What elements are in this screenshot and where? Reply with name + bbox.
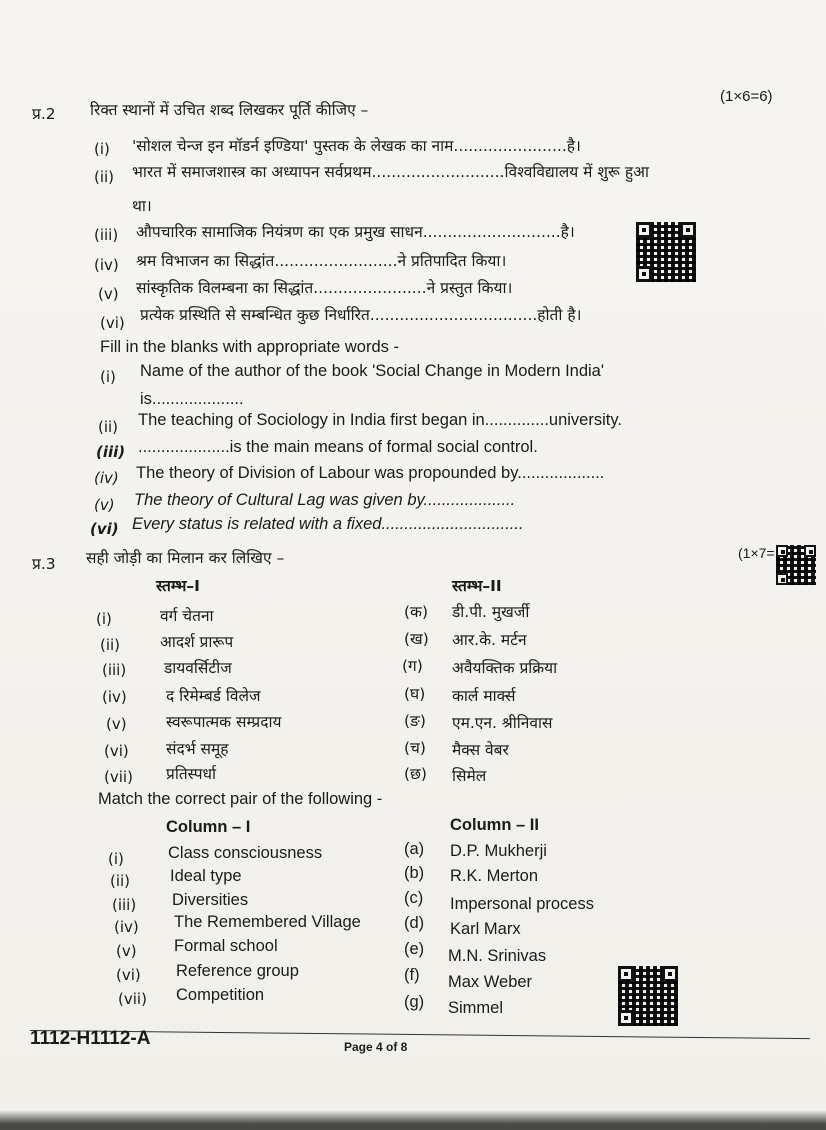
- column-2-cell: आर.के. मर्टन: [452, 631, 527, 649]
- column-1-cell: वर्ग चेतना: [160, 607, 214, 625]
- column-2-cell: सिमेल: [452, 767, 487, 785]
- row-num: (vii): [118, 990, 147, 1008]
- q2-hi-item-text: 'सोशल चेन्ज इन मॉडर्न इण्डिया' पुस्तक के लेखक का नाम.......................है।: [132, 137, 581, 155]
- row-key: (ग): [402, 657, 423, 675]
- column-1-cell: Class consciousness: [168, 844, 323, 862]
- row-num: (ii): [110, 872, 131, 890]
- q3-col1-hindi: स्तम्भ–I: [156, 577, 200, 595]
- row-key: (d): [404, 914, 425, 932]
- q2-hi-item-text: श्रम विभाजन का सिद्धांत.........................ने प्रतिपादित किया।: [136, 252, 507, 270]
- column-1-cell: प्रतिस्पर्धा: [166, 765, 217, 783]
- page-number: Page 4 of 8: [344, 1040, 408, 1054]
- q2-en-item-num: (ii): [98, 418, 119, 436]
- row-num: (v): [106, 715, 127, 733]
- row-key: (ख): [404, 630, 429, 648]
- column-2-cell: अवैयक्तिक प्रक्रिया: [452, 659, 558, 677]
- q2-hi-item-num: (ii): [94, 168, 115, 186]
- q2-en-item-text: The theory of Cultural Lag was given by....................: [134, 491, 516, 509]
- row-num: (iii): [102, 661, 127, 679]
- column-1-cell: Competition: [176, 986, 265, 1004]
- column-1-cell: द रिमेम्बर्ड विलेज: [166, 687, 261, 705]
- column-1-cell: आदर्श प्रारूप: [160, 633, 234, 651]
- column-1-cell: संदर्भ समूह: [166, 740, 229, 758]
- q2-hi-item-num: (v): [98, 285, 119, 303]
- row-key: (e): [404, 940, 425, 958]
- row-key: (घ): [404, 685, 426, 703]
- q3-marks: (1×7=: [738, 545, 775, 561]
- q2-hi-item-num: (vi): [100, 314, 125, 332]
- row-num: (i): [108, 850, 124, 868]
- paper-code: 1112-H1112-A: [30, 1028, 151, 1049]
- column-1-cell: Reference group: [176, 962, 299, 980]
- row-num: (iii): [112, 896, 137, 914]
- row-key: (f): [404, 966, 420, 984]
- q2-heading-english: Fill in the blanks with appropriate words -: [100, 338, 399, 356]
- q3-col1-english: Column – I: [166, 818, 251, 836]
- column-2-cell: Max Weber: [448, 973, 533, 991]
- row-num: (i): [96, 610, 112, 628]
- row-key: (ङ): [404, 712, 426, 730]
- q2-hi-item-num: (iv): [94, 256, 119, 274]
- row-num: (ii): [100, 636, 121, 654]
- column-2-cell: Karl Marx: [450, 920, 521, 938]
- qr-code-icon: [618, 966, 678, 1026]
- q2-en-item-num: (vi): [90, 520, 119, 538]
- column-1-cell: Diversities: [172, 891, 249, 909]
- row-key: (च): [404, 739, 426, 757]
- q2-en-item-text: Every status is related with a fixed...............................: [132, 515, 524, 533]
- row-key: (क): [404, 603, 428, 621]
- qr-code-icon: [776, 545, 816, 585]
- q2-heading-hindi: रिक्त स्थानों में उचित शब्द लिखकर पूर्ति कीजिए –: [90, 101, 369, 119]
- column-2-cell: R.K. Merton: [450, 867, 539, 885]
- q2-hi-item-text: था।: [132, 197, 152, 215]
- q2-en-item-text: is....................: [140, 390, 244, 408]
- q3-heading-english: Match the correct pair of the following -: [98, 790, 383, 808]
- column-2-cell: डी.पी. मुखर्जी: [452, 603, 530, 621]
- column-2-cell: D.P. Mukherji: [450, 842, 547, 860]
- q3-heading-hindi: सही जोड़ी का मिलान कर लिखिए –: [86, 549, 285, 567]
- column-1-cell: स्वरूपात्मक सम्प्रदाय: [166, 713, 282, 731]
- q2-en-item-num: (v): [94, 496, 115, 514]
- scan-edge-shadow: [0, 1110, 826, 1130]
- column-2-cell: एम.एन. श्रीनिवास: [452, 714, 553, 732]
- column-2-cell: मैक्स वेबर: [452, 741, 509, 759]
- q3-col2-hindi: स्तम्भ–II: [452, 577, 502, 595]
- q2-en-item-text: Name of the author of the book 'Social Change in Modern India': [140, 362, 605, 380]
- q2-hi-item-text: सांस्कृतिक विलम्बना का सिद्धांत.......................ने प्रस्तुत किया।: [136, 279, 513, 297]
- q2-en-item-text: The theory of Division of Labour was propounded by...................: [136, 464, 605, 482]
- row-key: (a): [404, 840, 425, 858]
- q2-hi-item-num: (iii): [94, 226, 119, 244]
- q2-en-item-num: (iv): [94, 469, 119, 487]
- column-2-cell: M.N. Srinivas: [448, 947, 547, 965]
- row-key: (छ): [404, 765, 427, 783]
- column-2-cell: Impersonal process: [450, 895, 594, 913]
- column-1-cell: Formal school: [174, 937, 278, 955]
- q2-hi-item-text: भारत में समाजशास्त्र का अध्यापन सर्वप्रथम...........................विश्वविद्यालय में शुरू हुआ: [132, 163, 649, 181]
- row-num: (vi): [104, 742, 129, 760]
- row-num: (vi): [116, 966, 141, 984]
- q2-en-item-text: ....................is the main means of formal social control.: [138, 438, 538, 456]
- q2-en-item-text: The teaching of Sociology in India first began in..............university.: [138, 411, 622, 429]
- row-num: (iv): [102, 688, 127, 706]
- q2-en-item-num: (iii): [96, 443, 126, 461]
- qr-code-icon: [636, 222, 696, 282]
- row-num: (v): [116, 942, 137, 960]
- q3-col2-english: Column – II: [450, 816, 539, 834]
- question-number-3: प्र.3: [32, 555, 56, 573]
- column-1-cell: डायवर्सिटीज: [164, 659, 232, 677]
- column-2-cell: Simmel: [448, 999, 504, 1017]
- column-1-cell: Ideal type: [170, 867, 242, 885]
- row-key: (b): [404, 864, 425, 882]
- q2-hi-item-text: प्रत्येक प्रस्थिति से सम्बन्धित कुछ निर्धारित..................................होती है।: [140, 306, 582, 324]
- column-2-cell: कार्ल मार्क्स: [452, 687, 516, 705]
- q2-hi-item-text: औपचारिक सामाजिक नियंत्रण का एक प्रमुख साधन............................है।: [136, 223, 575, 241]
- row-key: (g): [404, 993, 425, 1011]
- question-number-2: प्र.2: [32, 105, 56, 123]
- row-key: (c): [404, 889, 424, 907]
- q2-en-item-num: (i): [100, 368, 116, 386]
- row-num: (vii): [104, 768, 133, 786]
- q2-marks: (1×6=6): [720, 88, 773, 105]
- column-1-cell: The Remembered Village: [174, 913, 361, 931]
- row-num: (iv): [114, 918, 139, 936]
- q2-hi-item-num: (i): [94, 140, 110, 158]
